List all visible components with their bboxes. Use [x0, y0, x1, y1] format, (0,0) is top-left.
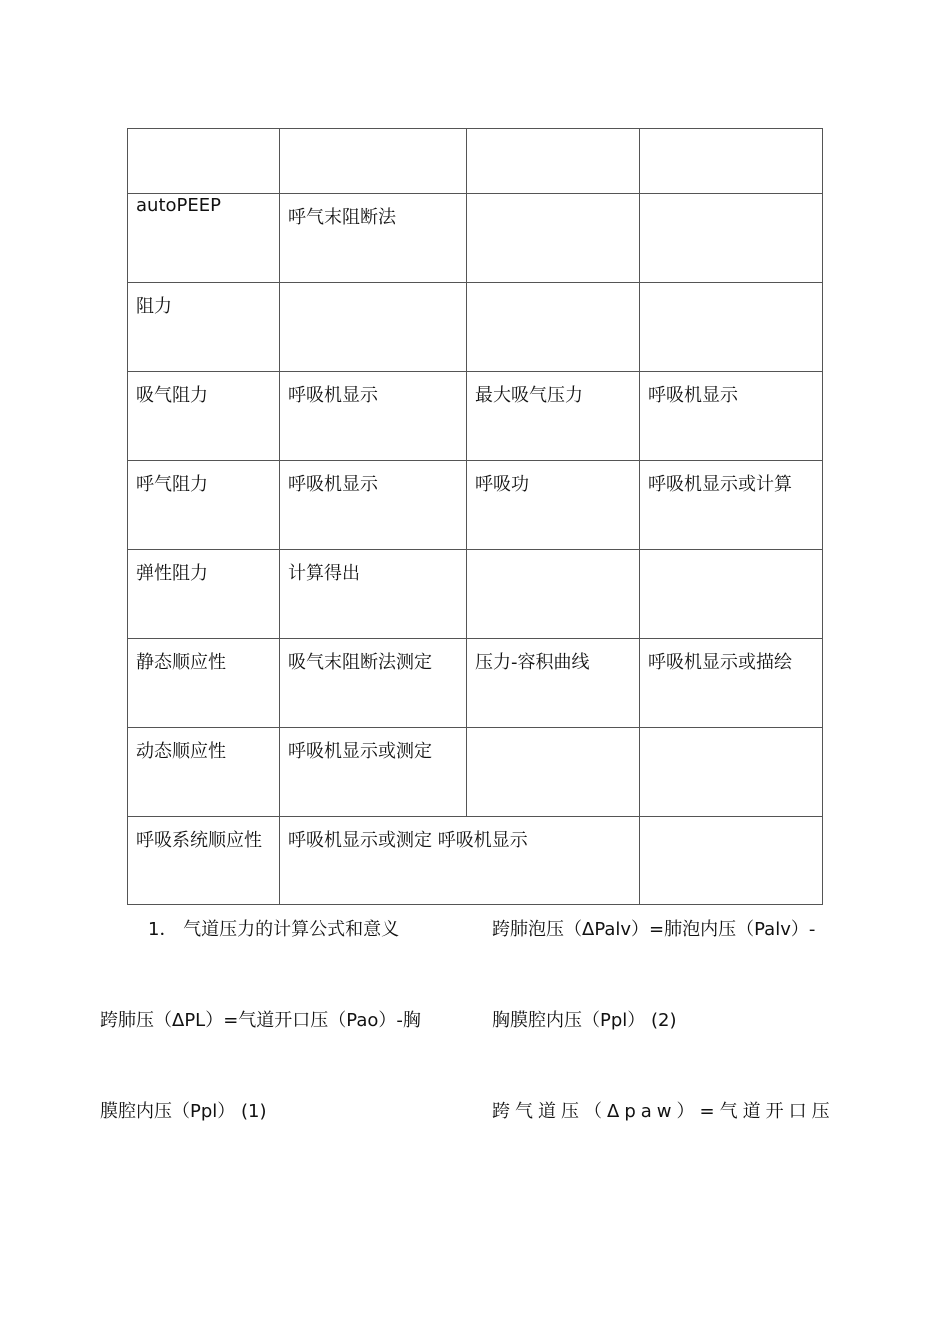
table-cell-col-2: 呼吸机显示	[288, 385, 378, 406]
table-cell-col-1: 弹性阻力	[136, 563, 208, 584]
section-heading: 1． 气道压力的计算公式和意义	[148, 919, 400, 940]
table-cell-col-1: 动态顺应性	[136, 741, 226, 762]
formula-line: 跨肺泡压（ΔPalv）=肺泡内压（Palv）-	[492, 919, 816, 940]
table-cell-col-1	[127, 128, 279, 193]
table-cell-col-3	[466, 128, 639, 193]
table-cell-col-4	[639, 128, 823, 193]
table-cell-col-4	[639, 727, 823, 816]
formula-line: 跨气道压（Δpaw）=气道开口压	[492, 1101, 835, 1122]
table-cell-col-4	[639, 282, 823, 371]
table-cell-col-1: autoPEEP	[136, 195, 221, 216]
table-cell-col-4	[639, 549, 823, 638]
table-cell-col-4: 呼吸机显示	[648, 385, 738, 406]
table-cell-col-1: 吸气阻力	[136, 385, 208, 406]
table-cell-col-3	[466, 727, 639, 816]
table-cell-col-3	[466, 816, 639, 905]
table-cell-col-1: 阻力	[136, 296, 172, 317]
data-table	[127, 128, 823, 905]
table-cell-col-3	[466, 282, 639, 371]
table-cell-col-4	[639, 193, 823, 282]
table-cell-col-3	[466, 549, 639, 638]
table-cell-col-4	[639, 816, 823, 905]
table-cell-col-2: 计算得出	[288, 563, 360, 584]
table-cell-col-2	[279, 282, 466, 371]
table-cell-col-2: 呼气末阻断法	[288, 207, 396, 228]
formula-line: 胸膜腔内压（Ppl） (2)	[492, 1010, 677, 1031]
formula-line: 膜腔内压（Ppl） (1)	[100, 1101, 267, 1122]
formula-line: 跨肺压（ΔPL）=气道开口压（Pao）-胸	[100, 1010, 421, 1031]
table-cell-col-3: 最大吸气压力	[475, 385, 583, 406]
table-cell-col-2: 呼吸机显示或测定	[288, 741, 432, 762]
table-cell-col-4: 呼吸机显示或计算	[648, 474, 792, 495]
table-cell-col-3: 呼吸功	[475, 474, 529, 495]
table-cell-col-2: 呼吸机显示	[288, 474, 378, 495]
table-cell-col-1: 呼吸系统顺应性	[136, 830, 262, 851]
table-cell-col-2	[279, 128, 466, 193]
table-cell-col-2: 呼吸机显示或测定 呼吸机显示	[288, 830, 528, 851]
table-cell-col-3	[466, 193, 639, 282]
table-cell-col-2: 吸气末阻断法测定	[288, 652, 432, 673]
table-cell-col-1: 静态顺应性	[136, 652, 226, 673]
table-cell-col-1: 呼气阻力	[136, 474, 208, 495]
table-cell-col-3: 压力-容积曲线	[475, 652, 590, 673]
table-cell-col-4: 呼吸机显示或描绘	[648, 652, 792, 673]
